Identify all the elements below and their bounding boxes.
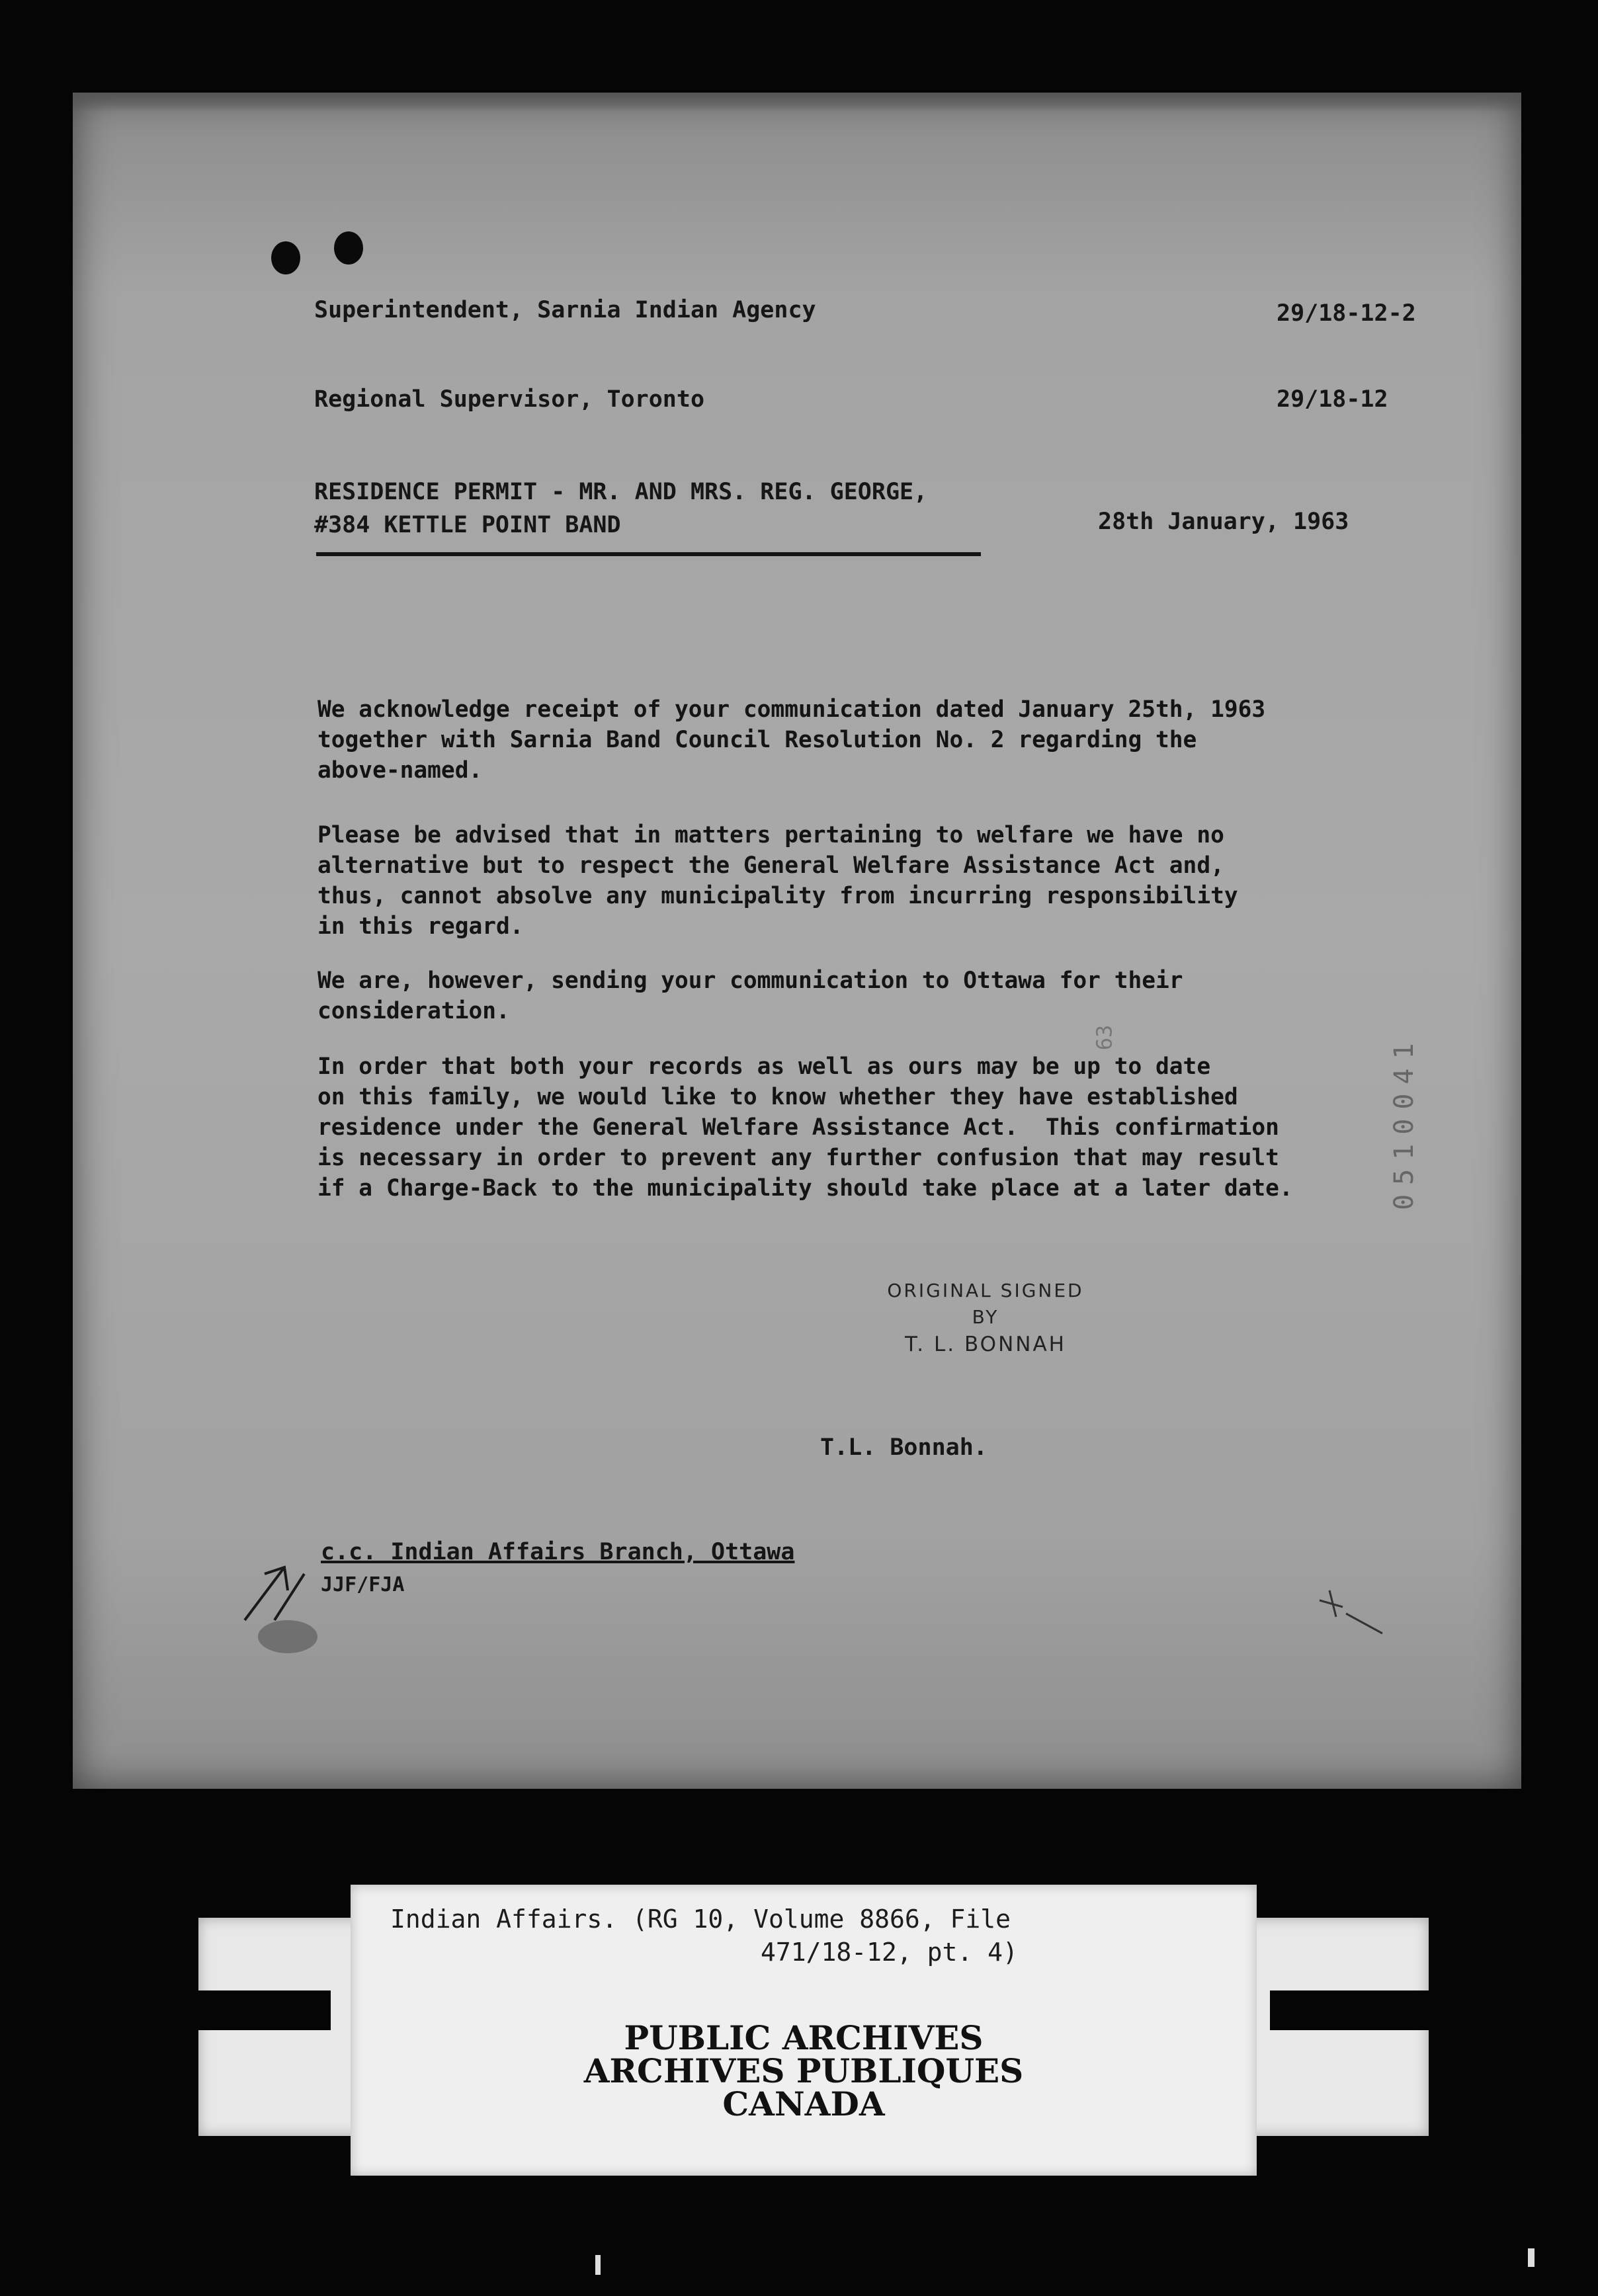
subject-line-1: RESIDENCE PERMIT - MR. AND MRS. REG. GEORGE,	[314, 479, 928, 505]
typist-initials: JJF/FJA	[321, 1573, 405, 1596]
original-signed-stamp-line-3: T. L. BONNAH	[905, 1332, 1066, 1356]
archives-title-english: PUBLIC ARCHIVES	[624, 2018, 984, 2057]
from-line: Superintendent, Sarnia Indian Agency	[314, 297, 816, 323]
to-line: Regional Supervisor, Toronto	[314, 386, 705, 413]
paragraph-1: We acknowledge receipt of your communication dated January 25th, 1963 together with Sarnia Band Council Resolution No. 2 regarding the above-named.	[317, 696, 1266, 784]
from-reference: 29/18-12-2	[1277, 300, 1416, 327]
reference-line-2: 471/18-12, pt. 4)	[761, 1938, 1018, 1967]
paragraph-4: In order that both your records as well as ours may be up to date on this family, we would like to know whether they have established residence under the General Welfare Assistance Act. This confirmation is necessary in order to prevent any further confusion that may result if a Charge-Back to the municipality should take place at a later date.	[317, 1053, 1293, 1202]
punch-hole-left	[271, 241, 300, 274]
signature-name: T.L. Bonnah.	[820, 1434, 988, 1461]
ink-smudge	[258, 1620, 317, 1653]
letter-page	[73, 93, 1521, 1789]
subject-underline	[316, 552, 981, 556]
film-speck	[1528, 2248, 1535, 2267]
margin-file-stamp: 0510041	[1389, 1034, 1419, 1210]
marginal-scribble-icon	[1316, 1587, 1396, 1640]
film-speck	[595, 2255, 601, 2275]
label-notch-left	[198, 1990, 331, 2030]
cc-line: c.c. Indian Affairs Branch, Ottawa	[321, 1539, 795, 1565]
reference-line-1: Indian Affairs. (RG 10, Volume 8866, File	[390, 1905, 1011, 1934]
handwritten-arrow-icon	[238, 1554, 317, 1627]
letter-date: 28th January, 1963	[1098, 509, 1349, 535]
paragraph-3: We are, however, sending your communication to Ottawa for their consideration.	[317, 967, 1183, 1024]
paragraph-2: Please be advised that in matters pertaining to welfare we have no alternative but to respect the General Welfare Assistance Act and, thus, cannot absolve any municipality from incurring responsibility in this regard.	[317, 822, 1238, 940]
archives-title-french: ARCHIVES PUBLIQUES	[583, 2051, 1024, 2090]
to-reference: 29/18-12	[1277, 386, 1388, 413]
original-signed-stamp-line-1: ORIGINAL SIGNED	[887, 1280, 1084, 1301]
page-top-edge	[73, 93, 1521, 112]
original-signed-stamp-line-2: BY	[972, 1306, 999, 1328]
punch-hole-right	[334, 231, 363, 265]
label-notch-right	[1270, 1990, 1429, 2030]
archives-title-country: CANADA	[722, 2084, 885, 2123]
subject-line-2: #384 KETTLE POINT BAND	[314, 512, 621, 538]
faint-stamp-mark: 63	[1091, 1024, 1117, 1051]
